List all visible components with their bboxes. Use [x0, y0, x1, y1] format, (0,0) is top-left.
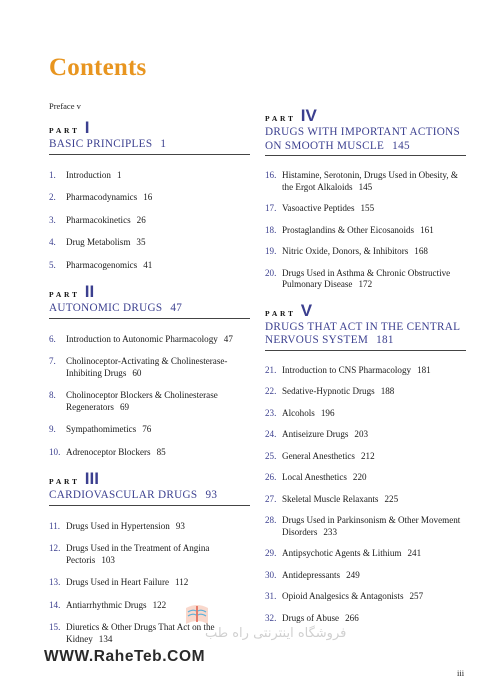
chapter-title [282, 429, 466, 441]
chapter-list [265, 170, 466, 291]
chapter-number: 29. [265, 548, 277, 558]
chapter-number: 30. [265, 569, 277, 580]
chapter-title-text: Alcohols [282, 407, 315, 418]
part-title-text: BASIC PRINCIPLES [49, 138, 153, 150]
chapter-page-number: 249 [346, 569, 360, 580]
chapter-entry[interactable] [49, 600, 250, 612]
chapter-entry[interactable] [49, 215, 250, 227]
chapter-entry[interactable] [265, 246, 466, 258]
chapter-title [66, 447, 250, 459]
chapter-number: 24. [265, 429, 277, 439]
chapter-title-text: Antipsychotic Agents & Lithium [282, 548, 402, 558]
chapter-number: 28. [265, 515, 277, 525]
chapter-title-text: Pharmacodynamics [66, 192, 138, 202]
chapter-page-number: 225 [384, 493, 399, 504]
chapter-entry[interactable] [49, 192, 250, 204]
left-column [49, 118, 250, 656]
page-number: iii [457, 668, 465, 678]
part-numeral: II [84, 282, 95, 301]
chapter-title-text: Introduction to Autonomic Pharmacology [66, 333, 218, 344]
chapter-page-number: 181 [417, 364, 431, 375]
chapter-number: 1. [49, 169, 56, 180]
chapter-title-text: Skeletal Muscle Relaxants [282, 493, 379, 504]
chapter-entry[interactable] [265, 203, 466, 215]
chapter-title [66, 192, 250, 204]
chapter-title [66, 237, 250, 249]
chapter-title-text: Adrenoceptor Blockers [66, 446, 151, 457]
part-heading [49, 282, 250, 300]
chapter-page-number: 168 [414, 246, 428, 256]
chapter-page-number: 41 [143, 259, 153, 270]
part-numeral: V [300, 300, 313, 320]
chapter-title-text: Histamine, Serotonin, Drugs Used in Obesity, & the Ergot Alkaloids [282, 170, 458, 192]
chapter-title [282, 472, 466, 484]
chapter-entry[interactable] [265, 268, 466, 291]
chapter-title-text: Drugs of Abuse [282, 612, 340, 623]
chapter-title-text: Antidepressants [282, 569, 341, 580]
chapter-list [49, 170, 250, 272]
chapter-number: 23. [265, 407, 277, 418]
chapter-title [282, 613, 466, 625]
chapter-entry[interactable] [265, 472, 466, 484]
chapter-page-number: 220 [352, 472, 367, 482]
chapter-list [49, 334, 250, 459]
chapter-number: 25. [265, 450, 277, 461]
chapter-title-text: Prostaglandins & Other Eicosanoids [282, 224, 415, 235]
chapter-title-text: Drugs Used in Hypertension [66, 520, 170, 531]
part-title-text: CARDIOVASCULAR DRUGS [49, 489, 198, 501]
chapter-entry[interactable] [265, 451, 466, 463]
chapter-entry[interactable] [49, 521, 250, 533]
chapter-title-text: Nitric Oxide, Donors, & Inhibitors [282, 246, 409, 256]
chapter-title [282, 548, 466, 560]
chapter-title [66, 543, 250, 566]
chapter-page-number: 103 [101, 554, 115, 565]
chapter-entry[interactable] [49, 424, 250, 436]
chapter-title-text: Antiseizure Drugs [282, 429, 349, 439]
chapter-entry[interactable] [49, 237, 250, 249]
chapter-title [282, 570, 466, 582]
chapter-number: 9. [49, 424, 56, 434]
part-title-link[interactable] [265, 321, 466, 351]
chapter-title [282, 225, 466, 237]
chapter-entry[interactable] [265, 515, 466, 538]
chapter-page-number: 35 [136, 237, 146, 247]
chapter-list [265, 365, 466, 625]
chapter-page-number: 16 [143, 192, 153, 202]
chapter-title-text: Drugs Used in the Treatment of Angina Pectoris [66, 543, 210, 565]
chapter-number: 5. [49, 259, 56, 270]
chapter-title-text: Drugs Used in Parkinsonism & Other Movement Disorders [282, 515, 461, 537]
chapter-title [282, 246, 466, 258]
chapter-title-text: Drugs Used in Asthma & Chronic Obstructive Pulmonary Disease [282, 267, 451, 289]
watermark-farsi-text: فروشگاه اینترنتی راه طب [205, 626, 347, 641]
chapter-entry[interactable] [265, 429, 466, 441]
part-title-text: DRUGS THAT ACT IN THE CENTRAL NERVOUS SYSTEM [265, 320, 460, 346]
chapter-title-text: Opioid Analgesics & Antagonists [282, 591, 404, 601]
chapter-page-number: 203 [354, 429, 369, 439]
part-page-number: 181 [376, 334, 394, 346]
chapter-number: 21. [265, 364, 277, 375]
chapter-number: 14. [49, 599, 61, 610]
chapter-title-text: Pharmacogenomics [66, 259, 138, 270]
part-label: PART [49, 290, 80, 299]
chapter-title [66, 577, 250, 589]
chapter-entry[interactable] [265, 170, 466, 193]
part-block [49, 469, 250, 645]
chapter-number: 32. [265, 612, 277, 623]
right-column [265, 106, 466, 634]
chapter-entry[interactable] [265, 494, 466, 506]
chapter-page-number: 26 [136, 214, 146, 225]
part-title-text: AUTONOMIC DRUGS [49, 302, 163, 314]
chapter-page-number: 155 [360, 203, 375, 213]
chapter-entry[interactable] [49, 260, 250, 272]
chapter-page-number: 161 [420, 224, 434, 235]
chapter-title-text: Pharmacokinetics [66, 214, 131, 225]
chapter-title [66, 521, 250, 533]
chapter-number: 20. [265, 267, 277, 278]
chapter-page-number: 212 [360, 450, 375, 461]
chapter-number: 11. [49, 520, 61, 531]
chapter-number: 31. [265, 591, 277, 601]
chapter-entry[interactable] [265, 386, 466, 398]
chapter-page-number: 172 [358, 279, 373, 289]
chapter-title [66, 390, 250, 413]
chapter-entry[interactable] [265, 408, 466, 420]
chapter-title-text: Drug Metabolism [66, 237, 131, 247]
chapter-number: 12. [49, 543, 61, 553]
part-page-number: 47 [170, 302, 183, 314]
chapter-entry[interactable] [265, 570, 466, 582]
chapter-title [66, 424, 250, 436]
chapter-title [282, 591, 466, 603]
chapter-entry[interactable] [49, 390, 250, 413]
chapter-entry[interactable] [49, 170, 250, 182]
chapter-title [282, 170, 466, 193]
chapter-title-text: Sympathomimetics [66, 424, 137, 434]
preface-entry[interactable]: Preface v [49, 101, 81, 111]
chapter-entry[interactable] [49, 543, 250, 566]
chapter-page-number: 122 [152, 599, 167, 610]
part-label: PART [49, 477, 80, 486]
chapter-page-number: 60 [132, 367, 142, 378]
chapter-entry[interactable] [49, 577, 250, 589]
chapter-title [282, 203, 466, 215]
chapter-title-text: Introduction [66, 169, 111, 180]
chapter-page-number: 196 [320, 407, 335, 418]
chapter-number: 6. [49, 333, 56, 344]
chapter-entry[interactable] [265, 613, 466, 625]
chapter-title-text: Sedative-Hypnotic Drugs [282, 386, 375, 396]
chapter-title [282, 494, 466, 506]
part-heading [265, 106, 466, 124]
part-heading [49, 118, 250, 136]
chapter-title-text: Diuretics & Other Drugs That Act on the Kidney [66, 622, 215, 644]
chapter-number: 26. [265, 472, 277, 482]
chapter-entry[interactable] [49, 447, 250, 459]
part-page-number: 145 [392, 139, 410, 152]
chapter-entry[interactable] [265, 365, 466, 377]
chapter-page-number: 233 [323, 526, 337, 537]
part-block [265, 106, 466, 291]
chapter-entry[interactable] [265, 225, 466, 237]
chapter-title [66, 260, 250, 272]
part-block [265, 301, 466, 625]
chapter-entry[interactable] [49, 334, 250, 346]
part-title-text: DRUGS WITH IMPORTANT ACTIONS ON SMOOTH MUSCLE [265, 126, 461, 152]
chapter-page-number: 134 [98, 633, 113, 644]
chapter-title-text: Cholinoceptor Blockers & Cholinesterase Regenerators [66, 390, 218, 412]
part-label: PART [265, 114, 296, 123]
part-numeral: III [84, 469, 99, 488]
chapter-title [66, 215, 250, 227]
part-block [49, 118, 250, 271]
part-numeral: IV [300, 106, 317, 125]
chapter-number: 19. [265, 246, 277, 256]
chapter-number: 3. [49, 214, 56, 225]
chapter-page-number: 1 [116, 169, 122, 180]
chapter-page-number: 93 [175, 520, 185, 531]
chapter-page-number: 188 [380, 386, 395, 396]
chapter-title-text: Vasoactive Peptides [282, 203, 355, 213]
chapter-number: 13. [49, 577, 61, 587]
chapter-number: 22. [265, 386, 277, 396]
chapter-page-number: 112 [175, 577, 189, 587]
part-numeral: I [84, 118, 90, 137]
chapter-title-text: Introduction to CNS Pharmacology [282, 364, 412, 375]
page-title: Contents [49, 54, 147, 81]
watermark-url: WWW.RaheTeb.COM [44, 648, 206, 665]
chapter-number: 10. [49, 446, 61, 457]
part-label: PART [265, 308, 296, 318]
chapter-page-number: 85 [156, 446, 166, 457]
chapter-title [282, 268, 466, 291]
chapter-number: 16. [265, 170, 277, 180]
chapter-entry[interactable] [265, 548, 466, 560]
part-heading [265, 301, 466, 319]
chapter-page-number: 47 [223, 333, 233, 344]
part-label: PART [49, 126, 80, 135]
part-title-link[interactable] [265, 126, 466, 156]
chapter-page-number: 266 [345, 612, 359, 623]
chapter-number: 4. [49, 237, 56, 247]
chapter-title-text: Cholinoceptor-Activating & Cholinesterase-Inhibiting Drugs [66, 356, 228, 378]
chapter-title [282, 365, 466, 377]
chapter-page-number: 69 [119, 401, 130, 412]
chapter-title [66, 170, 250, 182]
chapter-title-text: Drugs Used in Heart Failure [66, 577, 170, 587]
chapter-title [66, 356, 250, 379]
chapter-number: 2. [49, 192, 56, 202]
part-block [49, 282, 250, 458]
part-title-link[interactable] [49, 489, 250, 506]
chapter-title-text: Antiarrhythmic Drugs [66, 599, 147, 610]
chapter-entry[interactable] [265, 591, 466, 603]
chapter-title [66, 600, 250, 612]
chapter-number: 7. [49, 356, 56, 366]
part-title-link[interactable] [49, 302, 250, 319]
chapter-number: 18. [265, 224, 277, 235]
chapter-page-number: 145 [358, 181, 373, 192]
chapter-title-text: Local Anesthetics [282, 472, 347, 482]
chapter-title [282, 515, 466, 538]
part-page-number: 1 [160, 138, 167, 150]
chapter-number: 17. [265, 203, 277, 213]
part-heading [49, 469, 250, 487]
part-title-link[interactable] [49, 138, 250, 155]
chapter-number: 27. [265, 493, 277, 504]
chapter-title [282, 408, 466, 420]
chapter-title-text: General Anesthetics [282, 450, 355, 461]
chapter-title [66, 334, 250, 346]
chapter-number: 15. [49, 622, 61, 632]
chapter-title [282, 451, 466, 463]
chapter-number: 8. [49, 390, 56, 400]
chapter-page-number: 76 [142, 424, 152, 434]
chapter-entry[interactable] [49, 356, 250, 379]
part-page-number: 93 [205, 489, 218, 501]
chapter-page-number: 257 [409, 591, 424, 601]
chapter-page-number: 241 [407, 548, 422, 558]
chapter-title [282, 386, 466, 398]
